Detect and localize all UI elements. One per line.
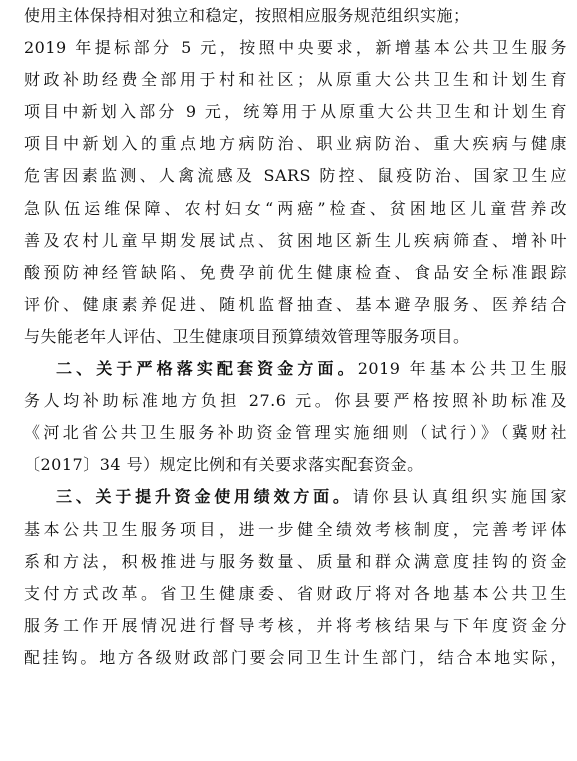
text-line: 配挂钩。地方各级财政部门要会同卫生计生部门，结合本地实际， [24,647,567,667]
text-line: 基本公共卫生服务项目，进一步健全绩效考核制度，完善考评体 [24,519,567,539]
section-heading: 二、关于严格落实配套资金方面。 [56,359,358,379]
text-line: 〔2017〕34 号）规定比例和有关要求落实配套资金。 [24,455,424,475]
text-line: 财政补助经费全部用于村和社区；从原重大公共卫生和计划生育 [24,70,567,90]
paragraph [24,32,567,353]
text-line: 酸预防神经管缺陷、免费孕前优生健康检查、食品安全标准跟踪 [24,262,567,282]
text-line: 使用主体保持相对独立和稳定，按照相应服务规范组织实施； [24,6,470,25]
section-heading: 三、关于提升资金使用绩效方面。 [56,487,353,507]
text-line: 与失能老年人评估、卫生健康项目预算绩效管理等服务项目。 [24,326,470,346]
text-line: 支付方式改革。省卫生健康委、省财政厅将对各地基本公共卫生 [24,583,567,603]
text-line: 危害因素监测、人禽流感及 SARS 防控、鼠疫防治、国家卫生应 [24,166,567,186]
paragraph [24,481,567,674]
text-line: 急队伍运维保障、农村妇女“两癌”检查、贫困地区儿童营养改 [24,198,567,218]
text-line [24,481,567,513]
text-line: 2019 年提标部分 5 元，按照中央要求，新增基本公共卫生服务 [24,38,567,58]
text-line: 系和方法，积极推进与服务数量、质量和群众满意度挂钩的资金 [24,551,567,571]
text-run: 2019 年基本公共卫生服 [357,359,567,379]
text-line: 《河北省公共卫生服务补助资金管理实施细则（试行）》（冀财社 [24,423,567,443]
text-line [24,353,567,385]
text-line: 务人均补助标准地方负担 27.6 元。你县要严格按照补助标准及 [24,391,567,411]
paragraph [24,0,567,32]
text-line: 服务工作开展情况进行督导考核，并将考核结果与下年度资金分 [24,615,567,635]
text-line: 项目中新划入部分 9 元，统筹用于从原重大公共卫生和计划生育 [24,102,567,122]
text-run: 请你县认真组织实施国家 [352,487,567,507]
text-line: 项目中新划入的重点地方病防治、职业病防治、重大疾病与健康 [24,134,567,154]
text-line: 评价、健康素养促进、随机监督抽查、基本避孕服务、医养结合 [24,294,567,314]
paragraph [24,353,567,481]
text-line: 善及农村儿童早期发展试点、贫困地区新生儿疾病筛查、增补叶 [24,230,567,250]
